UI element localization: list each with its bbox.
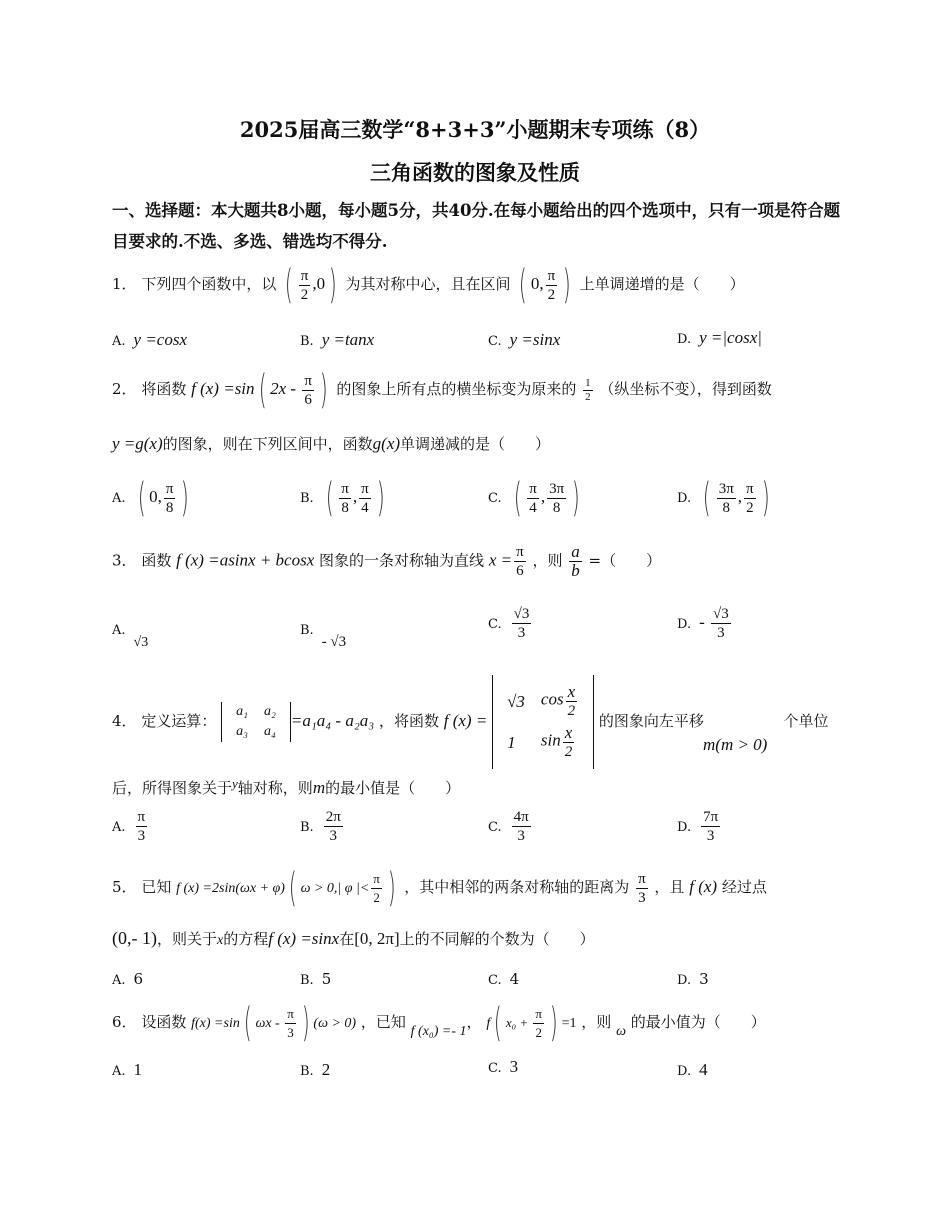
document-subtitle: 三角函数的图象及性质 <box>370 160 580 185</box>
question-4-line-2: 后，所得图象关于y轴对称，则m的最小值是（ ） <box>112 776 461 797</box>
determinant-function: √3 cos $\frac{x}{2}$ 1 sin $\frac{x}{2}$ <box>492 675 594 769</box>
question-text: 为其对称中心，且在区间 <box>345 275 511 293</box>
option-b[interactable]: B. y =tanx <box>300 330 375 349</box>
option-d[interactable]: D. ( $\frac{3\pi}{8}$ , $\frac{\pi}{2}$ ) <box>677 475 770 521</box>
option-a[interactable]: A. y =cosx <box>112 330 188 349</box>
section-header: 一、选择题：本大题共8小题，每小题5分，共40分.在每小题给出的四个选项中，只有一项是符合题目要求的.不选、多选、错选均不得分. <box>112 201 841 251</box>
option-c[interactable]: C. ( $\frac{\pi}{4}$ , $\frac{3\pi}{8}$ ) <box>488 475 580 521</box>
question-5-line-2: (0,- 1)，则关于x的方程f (x) =sinx在[0, 2π]上的不同解的个数为（ ） <box>112 928 595 948</box>
option-c[interactable]: C. $\frac{√3}{3}$ <box>488 606 530 641</box>
option-b[interactable]: B. $\frac{2\pi}{3}$ <box>300 809 341 844</box>
option-d[interactable]: D. 3 <box>677 970 709 988</box>
option-b[interactable]: B. 2 <box>300 1060 331 1079</box>
question-5: 5． 已知 f (x) =2sin(ωx + φ)( ω > 0,| φ |< $\frac{\pi}{2}$ ) ，其中相邻的两条对称轴的距离为 $\frac{\pi}{3}$ ，且 f (x) 经过点 <box>112 865 767 911</box>
question-2-line-2: y =g(x)的图象，则在下列区间中，函数g(x)单调递减的是（ ） <box>112 434 551 453</box>
option-c[interactable]: C. $\frac{4\pi}{3}$ <box>488 809 529 844</box>
option-a[interactable]: A. 6 <box>112 970 144 988</box>
option-a[interactable]: A. ( 0, $\frac{\pi}{8}$ ) <box>112 475 190 521</box>
question-2: 2． 将函数 f (x) =sin( 2x - $\frac{\pi}{6}$ ) 的图象上所有点的横坐标变为原来的 $\frac{1}{2}$ （纵坐标不变），得到函数 <box>112 367 772 413</box>
question-4: 4． 定义运算： a₁ a₂ a₃ a₄ =a₁a₄ - a₂a₃ ，将函数 f (x) = √3 cos $\frac{x}{2}$ 1 sin $\frac{x}{2}$ 的图象向左平移 个单位 <box>112 675 829 769</box>
question-text: 上单调递增的是（ ） <box>579 275 745 293</box>
option-a[interactable]: A.√3 <box>112 623 149 650</box>
question-number: 1． <box>112 275 137 293</box>
option-d[interactable]: D. $\frac{7\pi}{3}$ <box>677 809 719 844</box>
option-c[interactable]: C. y =sinx <box>488 330 561 349</box>
option-b[interactable]: B. ( $\frac{\pi}{8}$ , $\frac{\pi}{4}$ ) <box>300 475 385 521</box>
option-b[interactable]: B. 5 <box>300 970 332 988</box>
question-6: 6． 设函数 f(x) =sin( ωx - $\frac{\pi}{3}$ ) (ω > 0) ，已知 f (x₀) =- 1， f( x₀ + $\frac{\pi}{2}$ ) =1 ，则 ω 的最小值为（ ） <box>112 1000 766 1046</box>
question-number: 2． <box>112 380 137 398</box>
option-d[interactable]: D. - $\frac{√3}{3}$ <box>677 606 729 641</box>
option-c[interactable]: C. 3 <box>488 1057 519 1076</box>
question-3: 3． 函数 f (x) =asinx + bcosx 图象的一条对称轴为直线 x = $\frac{\pi}{6}$ ，则 $\frac{a}{b}$ =（ ） <box>112 542 662 580</box>
paren-left: ( <box>285 262 293 308</box>
paren-right: ) <box>328 262 337 308</box>
option-a[interactable]: A. 1 <box>112 1060 143 1079</box>
question-number: 3． <box>112 551 137 570</box>
document-title: 2025届高三数学“8+3+3”小题期末专项练（8） <box>239 117 711 142</box>
option-c[interactable]: C. 4 <box>488 970 520 988</box>
question-number: 6． <box>112 1013 137 1031</box>
question-number: 4． <box>112 712 137 730</box>
option-d[interactable]: D. y =|cosx| <box>677 328 762 347</box>
option-b[interactable]: B.- √3 <box>300 623 347 650</box>
question-text: 下列四个函数中，以 <box>141 275 277 293</box>
option-d[interactable]: D. 4 <box>677 1060 708 1079</box>
question-1: 1． 下列四个函数中，以 ( $\frac{\pi}{2}$ ,0) 为其对称中心，且在区间 ( 0, $\frac{\pi}{2}$ ) 上单调递增的是（ ） <box>112 262 745 308</box>
question-number: 5． <box>112 878 137 896</box>
option-a[interactable]: A. $\frac{\pi}{3}$ <box>112 809 146 844</box>
fraction: $\frac{\pi}{2}$ <box>300 267 309 303</box>
question-4-m: m(m > 0) <box>703 735 768 754</box>
determinant-definition: a₁ a₂ a₃ a₄ <box>221 702 291 742</box>
